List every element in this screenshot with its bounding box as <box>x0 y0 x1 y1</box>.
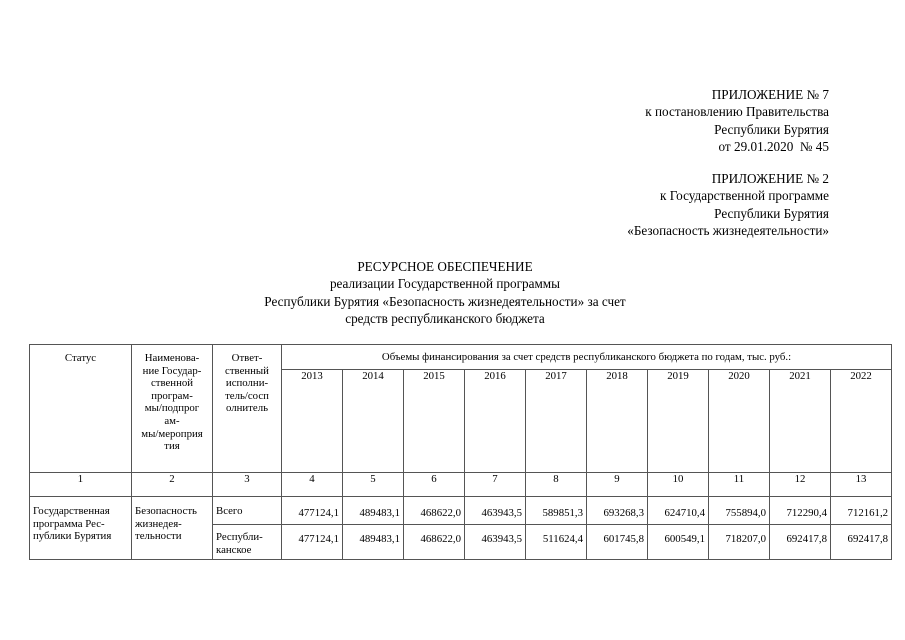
header-funding: Объемы финансирования за счет средств республиканского бюджета по годам, тыс. руб.: <box>282 345 892 370</box>
value-cell: 692417,8 <box>831 525 892 560</box>
header-name-line: програм- <box>151 389 193 402</box>
header-executor-line: олнитель <box>225 402 269 415</box>
header-executor-line: Ответ- <box>231 352 263 364</box>
header-executor-line: исполни- <box>225 377 269 390</box>
header-executor <box>213 345 282 473</box>
executor-cell <box>213 497 282 525</box>
year-header: 2015 <box>404 370 465 473</box>
value-cell: 624710,4 <box>648 497 709 525</box>
document-title <box>0 258 890 327</box>
column-number: 5 <box>343 473 404 497</box>
header-name-line: ам- <box>164 414 180 427</box>
year-header: 2021 <box>770 370 831 473</box>
appendix-2-line: Республики Бурятия <box>714 205 829 221</box>
header-name-line: мы/мероприя <box>141 427 203 440</box>
executor-line: Республи- <box>216 531 263 543</box>
value-cell: 468622,0 <box>404 497 465 525</box>
value-cell: 463943,5 <box>465 497 526 525</box>
value-cell: 712161,2 <box>831 497 892 525</box>
year-header: 2014 <box>343 370 404 473</box>
value-cell: 718207,0 <box>709 525 770 560</box>
year-header: 2022 <box>831 370 892 473</box>
header-name-line: ственной <box>150 377 194 390</box>
value-cell: 755894,0 <box>709 497 770 525</box>
title-line: РЕСУРСНОЕ ОБЕСПЕЧЕНИЕ <box>357 259 533 274</box>
title-line: средств республиканского бюджета <box>345 310 545 326</box>
column-number: 10 <box>648 473 709 497</box>
header-program-name <box>132 345 213 473</box>
column-number: 12 <box>770 473 831 497</box>
appendix-2-line: к Государственной программе <box>659 188 829 204</box>
column-number: 6 <box>404 473 465 497</box>
title-line: реализации Государственной программы <box>329 276 561 292</box>
value-cell: 692417,8 <box>770 525 831 560</box>
title-line: Республики Бурятия «Безопасность жизнедеятельности» за счет <box>264 293 626 309</box>
appendix-2-line: ПРИЛОЖЕНИЕ № 2 <box>711 171 829 186</box>
appendix-7-line: ПРИЛОЖЕНИЕ № 7 <box>711 87 829 102</box>
program-name-line: Безопасность <box>135 505 197 517</box>
appendix-2-block <box>627 170 829 239</box>
appendix-2-line: «Безопасность жизнедеятельности» <box>627 222 829 238</box>
value-cell: 463943,5 <box>465 525 526 560</box>
executor-line: Всего <box>216 505 243 517</box>
column-number: 13 <box>831 473 892 497</box>
program-name-cell <box>132 497 213 560</box>
appendix-7-line: к постановлению Правительства <box>645 104 829 120</box>
appendix-7-line: Республики Бурятия <box>714 121 829 137</box>
year-header: 2018 <box>587 370 648 473</box>
value-cell: 589851,3 <box>526 497 587 525</box>
value-cell: 693268,3 <box>587 497 648 525</box>
status-line: публики Бурятия <box>33 530 112 543</box>
program-name-line: тельности <box>135 530 182 543</box>
value-cell: 712290,4 <box>770 497 831 525</box>
value-cell: 477124,1 <box>282 497 343 525</box>
executor-cell <box>213 525 282 560</box>
column-number: 11 <box>709 473 770 497</box>
column-number: 7 <box>465 473 526 497</box>
year-header: 2017 <box>526 370 587 473</box>
year-header: 2020 <box>709 370 770 473</box>
value-cell: 511624,4 <box>526 525 587 560</box>
header-name-line: тия <box>164 440 180 453</box>
header-name-line: мы/подпрог <box>144 402 200 415</box>
column-number: 3 <box>213 473 282 497</box>
header-name-line: ние Государ- <box>142 364 202 377</box>
column-number: 2 <box>132 473 213 497</box>
program-status-cell <box>30 497 132 560</box>
header-executor-line: тель/сосп <box>225 389 269 402</box>
program-name-line: жизнедея- <box>135 517 182 530</box>
column-number: 9 <box>587 473 648 497</box>
appendix-7-block <box>645 86 829 155</box>
value-cell: 601745,8 <box>587 525 648 560</box>
resource-table <box>29 344 892 560</box>
value-cell: 489483,1 <box>343 497 404 525</box>
year-header: 2013 <box>282 370 343 473</box>
header-status: Статус <box>30 345 132 473</box>
value-cell: 468622,0 <box>404 525 465 560</box>
status-line: Государственная <box>33 505 110 517</box>
column-number: 8 <box>526 473 587 497</box>
year-header: 2016 <box>465 370 526 473</box>
header-name-line: Наименова- <box>144 352 200 364</box>
value-cell: 489483,1 <box>343 525 404 560</box>
appendix-7-line: от 29.01.2020 № 45 <box>718 138 829 154</box>
table-row <box>30 497 892 525</box>
status-line: программа Рес- <box>33 517 105 530</box>
column-number: 4 <box>282 473 343 497</box>
value-cell: 477124,1 <box>282 525 343 560</box>
column-number: 1 <box>30 473 132 497</box>
year-header: 2019 <box>648 370 709 473</box>
executor-line: канское <box>216 543 252 556</box>
header-executor-line: ственный <box>225 364 269 377</box>
value-cell: 600549,1 <box>648 525 709 560</box>
